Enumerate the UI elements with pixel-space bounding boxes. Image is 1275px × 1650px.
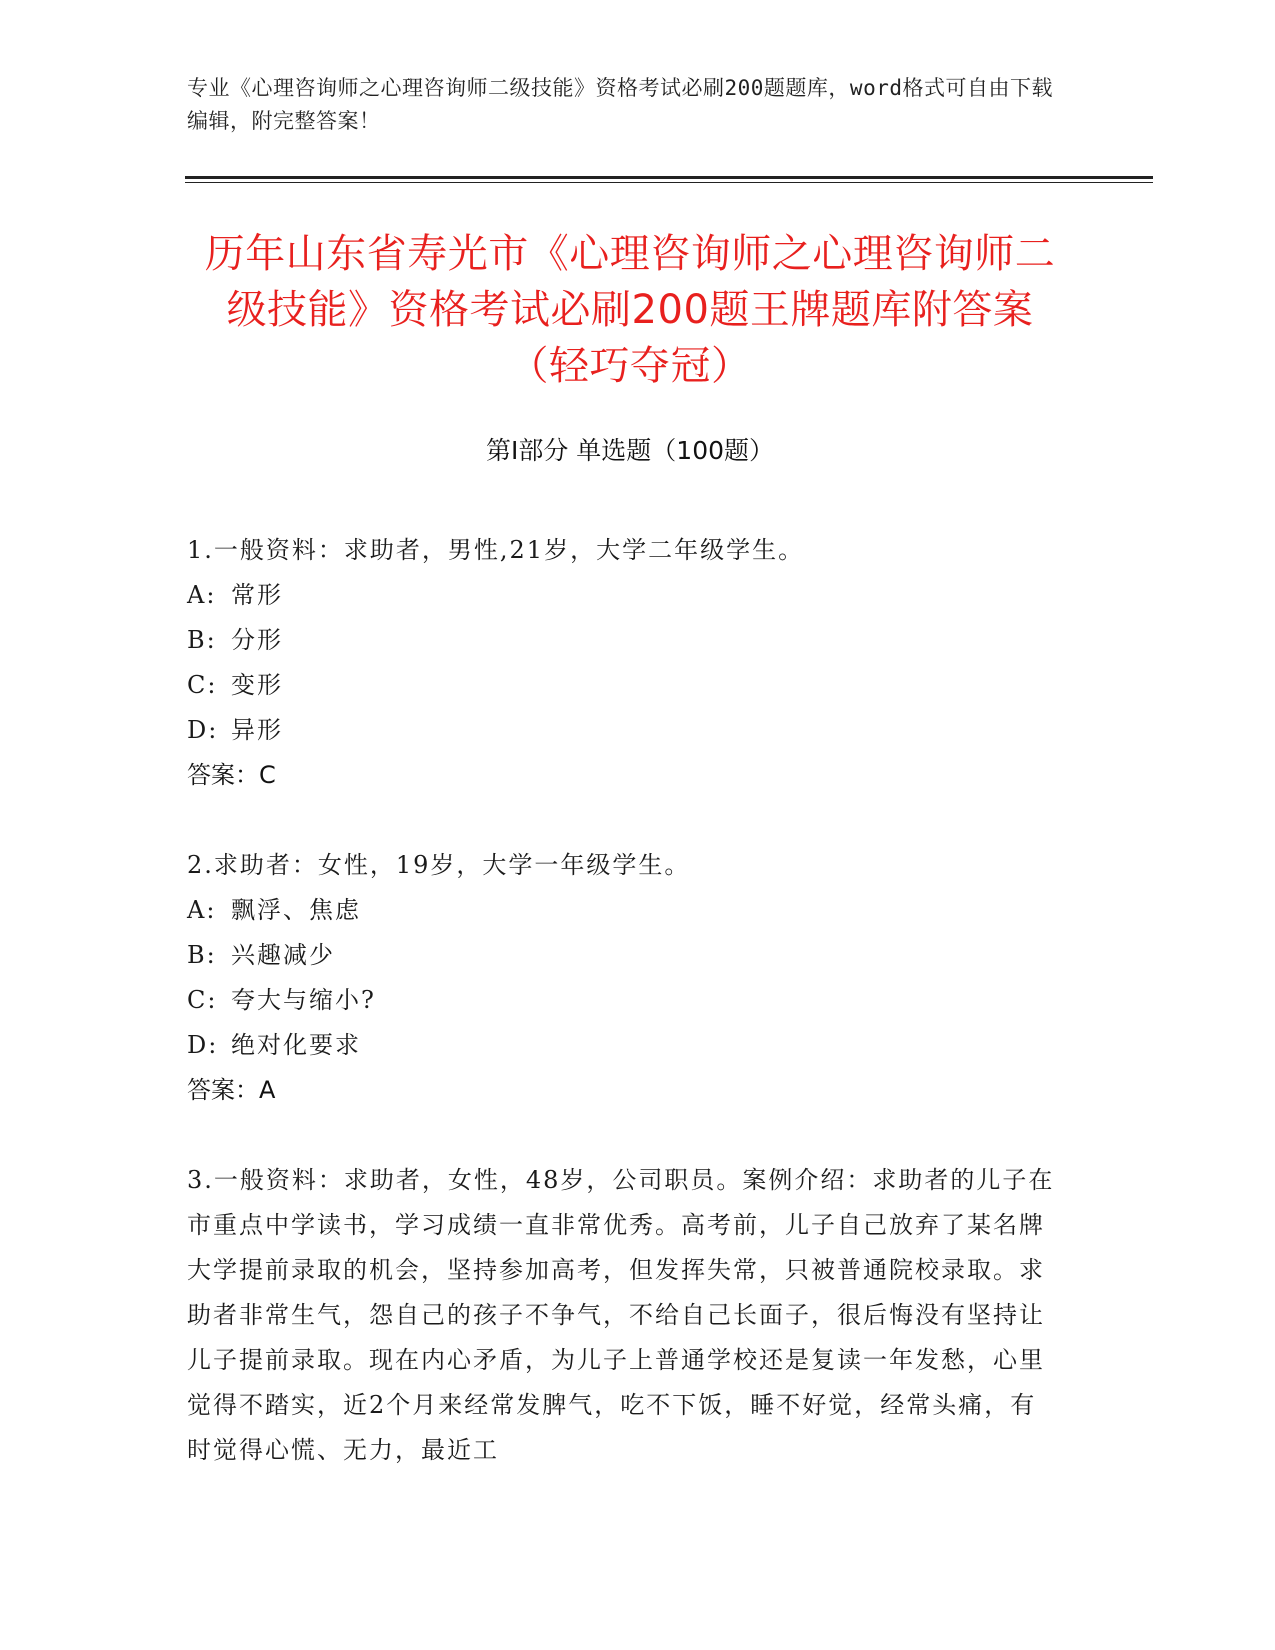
option-key: C: [187,671,218,699]
header-divider-thick [185,176,1153,179]
question-stem: 2.求助者：女性，19岁，大学一年级学生。 [187,851,691,879]
document-title: 历年山东省寿光市《心理咨询师之心理咨询师二级技能》资格考试必刷200题王牌题库附答案（轻巧夺冠） [204,231,1056,389]
question-1 [187,528,1057,798]
answer-line: 答案：C [187,761,276,789]
option-text: 夸大与缩小? [231,986,376,1014]
option-text: 变形 [231,671,283,699]
option-text: 兴趣减少 [231,941,335,969]
header-divider-thin [185,182,1153,183]
option-b [187,618,1057,663]
option-text: 异形 [231,716,283,744]
option-d [187,708,1057,753]
option-key: A: [187,896,217,924]
option-text: 常形 [231,581,283,609]
question-stem: 1.一般资料：求助者，男性,21岁，大学二年级学生。 [187,536,805,564]
option-key: D: [187,716,219,744]
question-list [187,528,1057,1518]
option-b [187,933,1057,978]
section-title: 第Ⅰ部分 单选题（100题） [485,436,775,465]
option-c [187,978,1057,1023]
option-d [187,1023,1057,1068]
option-key: D: [187,1031,219,1059]
option-key: B: [187,941,217,969]
header-note: 专业《心理咨询师之心理咨询师二级技能》资格考试必刷200题题库，word格式可自由下载编辑，附完整答案！ [187,76,1053,133]
option-c [187,663,1057,708]
question-2 [187,843,1057,1113]
option-key: A: [187,581,217,609]
option-key: C: [187,986,218,1014]
option-text: 分形 [231,626,283,654]
option-a [187,888,1057,933]
option-text: 飘浮、焦虑 [231,896,361,924]
option-text: 绝对化要求 [231,1031,361,1059]
question-3 [187,1158,1057,1473]
answer-line: 答案：A [187,1076,276,1104]
question-stem: 3.一般资料：求助者，女性，48岁，公司职员。案例介绍：求助者的儿子在市重点中学读书，学习成绩一直非常优秀。高考前，儿子自己放弃了某名牌大学提前录取的机会，坚持参加高考，但发挥失常，只被普通院校录取。求助者非常生气，怨自己的孩子不争气，不给自己长面子，很后悔没有坚持让儿子提前录取。现在内心矛盾，为儿子上普通学校还是复读一年发愁，心里觉得不踏实，近2个月来经常发脾气，吃不下饭，睡不好觉，经常头痛，有时觉得心慌、无力，最近工 [187,1166,1055,1464]
option-key: B: [187,626,217,654]
option-a [187,573,1057,618]
